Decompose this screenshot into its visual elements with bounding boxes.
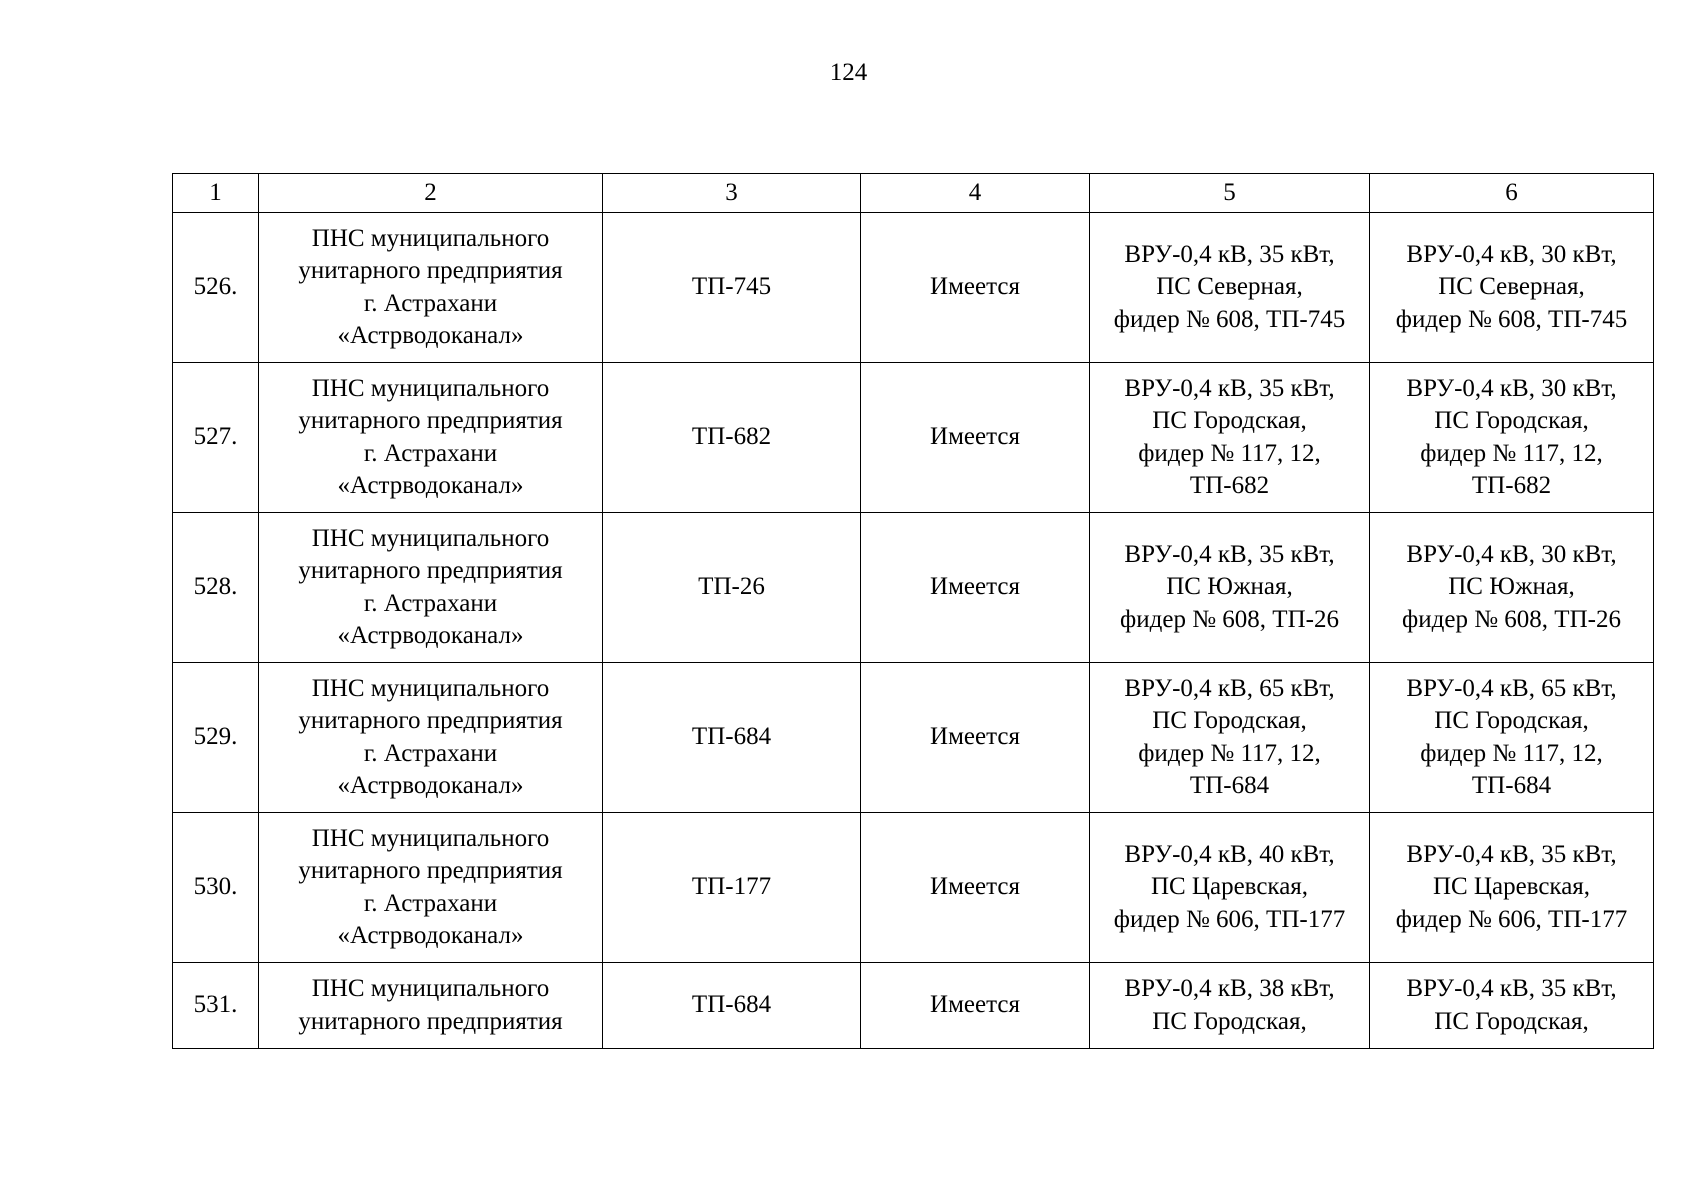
power-supply-col5: ВРУ-0,4 кВ, 35 кВт, ПС Городская, фидер № 117, 12, ТП-682 [1090, 363, 1370, 513]
object-name: ПНС муниципального унитарного предприятия г. Астрахани «Астрводоканал» [259, 663, 603, 813]
power-supply-col5: ВРУ-0,4 кВ, 38 кВт, ПС Городская, [1090, 963, 1370, 1049]
power-supply-col6: ВРУ-0,4 кВ, 35 кВт, ПС Городская, [1370, 963, 1654, 1049]
transformer-substation: ТП-26 [603, 513, 861, 663]
object-name: ПНС муниципального унитарного предприятия г. Астрахани «Астрводоканал» [259, 513, 603, 663]
data-table [172, 173, 1654, 1049]
row-number: 526. [173, 213, 259, 363]
row-number: 528. [173, 513, 259, 663]
column-header: 1 [173, 174, 259, 213]
table-row [173, 963, 1654, 1049]
availability: Имеется [861, 963, 1090, 1049]
power-supply-col6: ВРУ-0,4 кВ, 30 кВт, ПС Северная, фидер № 608, ТП-745 [1370, 213, 1654, 363]
object-name: ПНС муниципального унитарного предприятия г. Астрахани «Астрводоканал» [259, 363, 603, 513]
column-header: 4 [861, 174, 1090, 213]
transformer-substation: ТП-682 [603, 363, 861, 513]
power-supply-col6: ВРУ-0,4 кВ, 65 кВт, ПС Городская, фидер № 117, 12, ТП-684 [1370, 663, 1654, 813]
row-number: 531. [173, 963, 259, 1049]
power-supply-col6: ВРУ-0,4 кВ, 30 кВт, ПС Городская, фидер № 117, 12, ТП-682 [1370, 363, 1654, 513]
transformer-substation: ТП-177 [603, 813, 861, 963]
object-name: ПНС муниципального унитарного предприятия [259, 963, 603, 1049]
availability: Имеется [861, 663, 1090, 813]
row-number: 529. [173, 663, 259, 813]
table-row [173, 663, 1654, 813]
availability: Имеется [861, 513, 1090, 663]
power-supply-col5: ВРУ-0,4 кВ, 35 кВт, ПС Южная, фидер № 608, ТП-26 [1090, 513, 1370, 663]
table-row [173, 363, 1654, 513]
availability: Имеется [861, 363, 1090, 513]
row-number: 527. [173, 363, 259, 513]
power-supply-col6: ВРУ-0,4 кВ, 35 кВт, ПС Царевская, фидер № 606, ТП-177 [1370, 813, 1654, 963]
object-name: ПНС муниципального унитарного предприятия г. Астрахани «Астрводоканал» [259, 213, 603, 363]
row-number: 530. [173, 813, 259, 963]
transformer-substation: ТП-745 [603, 213, 861, 363]
column-header: 6 [1370, 174, 1654, 213]
transformer-substation: ТП-684 [603, 963, 861, 1049]
power-supply-col5: ВРУ-0,4 кВ, 35 кВт, ПС Северная, фидер № 608, ТП-745 [1090, 213, 1370, 363]
page-number: 124 [829, 59, 868, 86]
column-header: 2 [259, 174, 603, 213]
availability: Имеется [861, 213, 1090, 363]
table-row [173, 213, 1654, 363]
table-row [173, 513, 1654, 663]
column-header: 3 [603, 174, 861, 213]
availability: Имеется [861, 813, 1090, 963]
column-header: 5 [1090, 174, 1370, 213]
power-supply-col6: ВРУ-0,4 кВ, 30 кВт, ПС Южная, фидер № 608, ТП-26 [1370, 513, 1654, 663]
table-row [173, 813, 1654, 963]
power-supply-col5: ВРУ-0,4 кВ, 65 кВт, ПС Городская, фидер № 117, 12, ТП-684 [1090, 663, 1370, 813]
power-supply-col5: ВРУ-0,4 кВ, 40 кВт, ПС Царевская, фидер № 606, ТП-177 [1090, 813, 1370, 963]
transformer-substation: ТП-684 [603, 663, 861, 813]
table-header-row [173, 174, 1654, 213]
object-name: ПНС муниципального унитарного предприятия г. Астрахани «Астрводоканал» [259, 813, 603, 963]
